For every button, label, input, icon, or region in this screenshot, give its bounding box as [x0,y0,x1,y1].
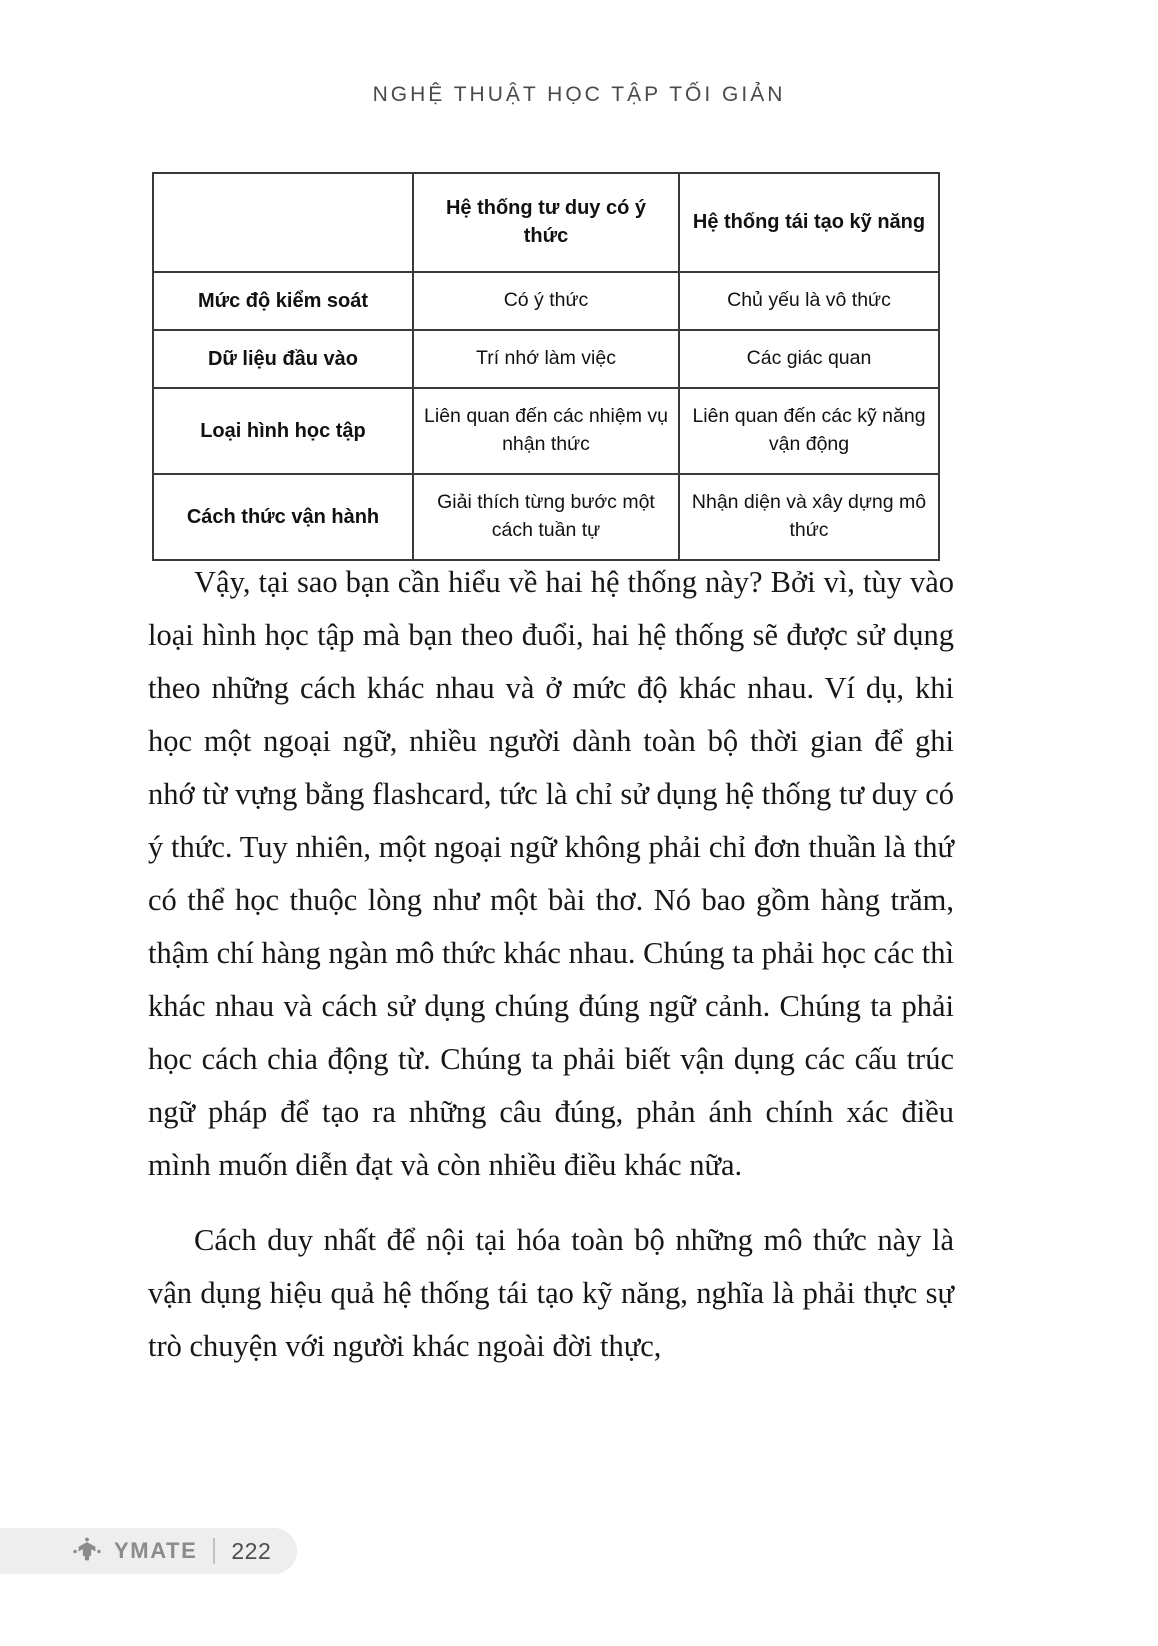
footer-brand-label: YMATE [114,1538,198,1563]
table-cell-col-a: Liên quan đến các nhiệm vụ nhận thức [413,388,679,474]
paragraph: Cách duy nhất để nội tại hóa toàn bộ những mô thức này là vận dụng hiệu quả hệ thống tái tạo kỹ năng, nghĩa là phải thực sự trò chuyện với người khác ngoài đời thực, [148,1223,954,1363]
table-header-row [153,173,939,272]
body-text [148,556,954,1373]
table-row [153,330,939,388]
table-cell-col-b: Chủ yếu là vô thức [679,272,939,330]
paragraph: Vậy, tại sao bạn cần hiểu về hai hệ thống này? Bởi vì, tùy vào loại hình học tập mà bạn theo đuổi, hai hệ thống sẽ được sử dụng theo những cách khác nhau và ở mức độ khác nhau. Ví dụ, khi học một ngoại ngữ, nhiều người dành toàn bộ thời gian để ghi nhớ từ vựng bằng flashcard, tức là chỉ sử dụng hệ thống tư duy có ý thức. Tuy nhiên, một ngoại ngữ không phải chỉ đơn thuần là thứ có thể học thuộc lòng như một bài thơ. Nó bao gồm hàng trăm, thậm chí hàng ngàn mô thức khác nhau. Chúng ta phải học các thì khác nhau và cách sử dụng chúng đúng ngữ cảnh. Chúng ta phải học cách chia động từ. Chúng ta phải biết vận dụng các cấu trúc ngữ pháp để tạo ra những câu đúng, phản ánh chính xác điều mình muốn diễn đạt và còn nhiều điều khác nữa. [148,565,954,1182]
table-body [153,272,939,560]
running-head: NGHỆ THUẬT HỌC TẬP TỐI GIẢN [372,83,786,106]
table-cell-col-b: Các giác quan [679,330,939,388]
table-row [153,272,939,330]
table-cell-col-a: Trí nhớ làm việc [413,330,679,388]
table-corner-cell [153,173,413,272]
footer-divider [213,1538,215,1564]
table-row-label: Dữ liệu đầu vào [153,330,413,388]
footer-badge [0,1528,297,1574]
table-row-label: Mức độ kiểm soát [153,272,413,330]
table-header [153,173,939,272]
table-cell-col-a: Giải thích từng bước một cách tuần tự [413,474,679,560]
table-row [153,474,939,560]
page-number: 222 [231,1537,272,1564]
ymate-logo-icon [72,1536,102,1566]
table-row [153,388,939,474]
table-cell-col-b: Liên quan đến các kỹ năng vận động [679,388,939,474]
table-cell-col-b: Nhận diện và xây dựng mô thức [679,474,939,560]
table-header-col-b: Hệ thống tái tạo kỹ năng [679,173,939,272]
table-cell-col-a: Có ý thức [413,272,679,330]
table-row-label: Loại hình học tập [153,388,413,474]
table-row-label: Cách thức vận hành [153,474,413,560]
table-header-col-a: Hệ thống tư duy có ý thức [413,173,679,272]
comparison-table [152,172,940,561]
